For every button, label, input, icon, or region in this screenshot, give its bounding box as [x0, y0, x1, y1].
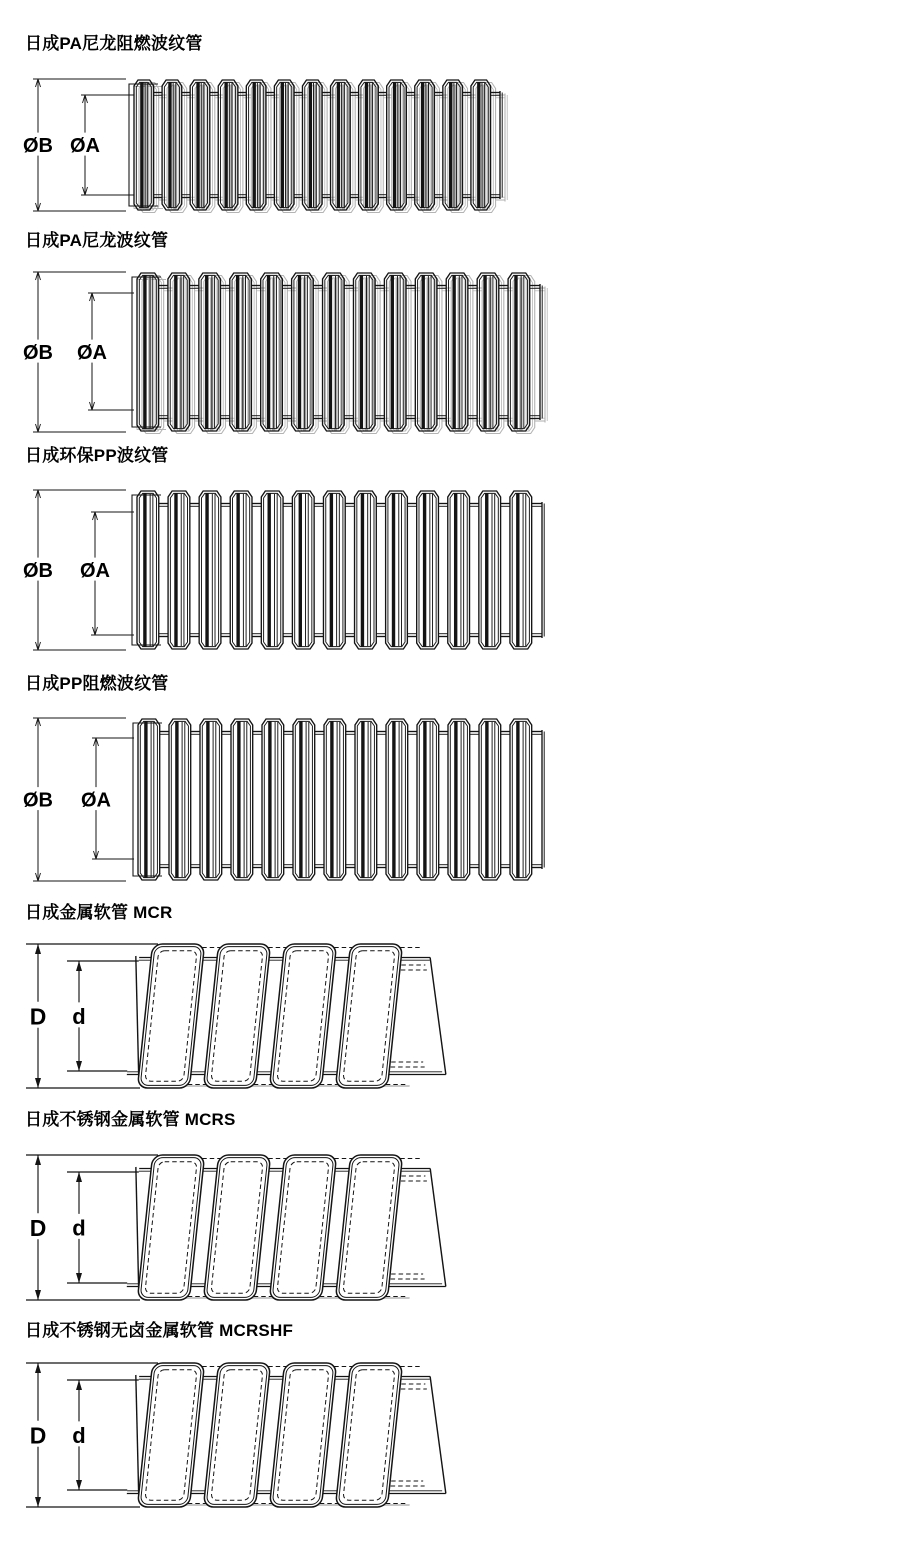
outer-diameter-label: D	[29, 1422, 47, 1449]
outer-diameter-label: D	[29, 1003, 47, 1030]
section-title: 日成PA尼龙阻燃波纹管	[25, 34, 203, 53]
inner-diameter-label: ØA	[77, 342, 107, 365]
hose-body	[122, 944, 460, 1088]
metal-hose-diagram	[0, 1140, 580, 1316]
inner-diameter-label: d	[72, 1215, 86, 1241]
inner-diameter-label: ØA	[80, 560, 110, 583]
tube-profile	[133, 719, 544, 880]
metal-hose-diagram	[0, 1350, 580, 1528]
tube-profile	[132, 491, 544, 649]
inner-diameter-label: d	[72, 1003, 86, 1029]
inner-diameter-label: ØA	[81, 789, 111, 812]
hose-body	[122, 1363, 460, 1507]
outer-diameter-label: ØB	[23, 789, 53, 812]
section-title: 日成PA尼龙波纹管	[25, 231, 169, 250]
metal-hose-diagram	[0, 928, 580, 1106]
section-title: 日成不锈钢无卤金属软管 MCRSHF	[25, 1321, 294, 1340]
corrugated-tube-diagram	[0, 255, 580, 455]
inner-diameter-label: d	[72, 1422, 86, 1448]
corrugated-tube-diagram	[0, 700, 580, 900]
section-title: 日成金属软管 MCR	[25, 903, 173, 922]
corrugated-tube-diagram	[0, 475, 580, 675]
outer-diameter-label: ØB	[23, 135, 53, 158]
outer-diameter-label: ØB	[23, 560, 53, 583]
section-title: 日成环保PP波纹管	[25, 446, 169, 465]
outer-diameter-label: D	[29, 1214, 47, 1241]
section-title: 日成PP阻燃波纹管	[25, 674, 169, 693]
section-title: 日成不锈钢金属软管 MCRS	[25, 1110, 236, 1129]
inner-diameter-label: ØA	[70, 135, 100, 158]
corrugated-tube-diagram	[0, 60, 580, 235]
hose-body	[122, 1155, 460, 1300]
outer-diameter-label: ØB	[23, 342, 53, 365]
